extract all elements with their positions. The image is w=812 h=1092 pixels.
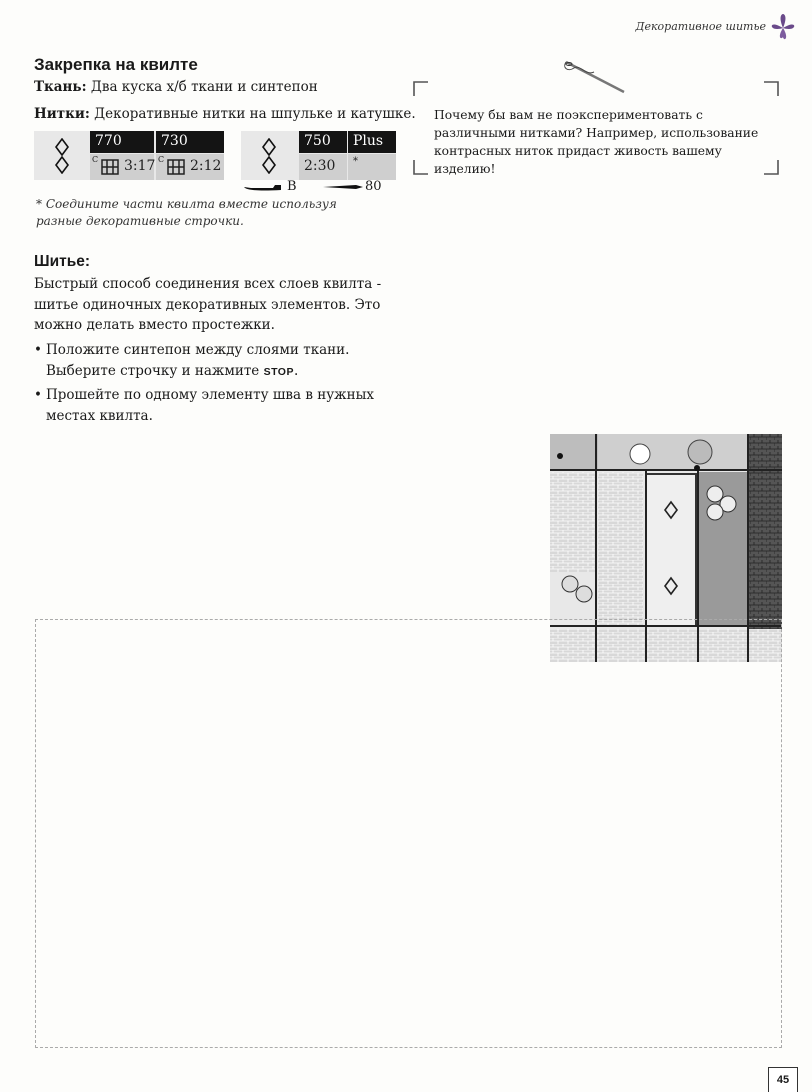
stop-key: STOP [263, 365, 294, 378]
threads-line [34, 106, 416, 122]
list-item: • Прошейте по одному элементу шва в нужных местах квилта. [34, 387, 374, 424]
diamond-stitch-icon [261, 138, 277, 174]
value-770: 3:17 [124, 158, 156, 174]
dashed-frame [35, 619, 782, 1048]
section-header: Декоративное шитье [635, 20, 766, 33]
needle-thread-icon [560, 58, 630, 98]
tip-text: Почему бы вам не поэкспериментовать с различными нитками? Например, использование контрасных ниток придаст живость вашему изделию! [434, 108, 759, 176]
page-title: Закрепка на квилте [34, 55, 198, 74]
stitch-length-icon [166, 158, 186, 176]
bullet-2-text: Прошейте по одному элементу шва в нужных местах квилта. [46, 387, 374, 424]
presser-foot-icon [243, 181, 283, 193]
page-number: 45 [768, 1067, 798, 1092]
stitch-length-icon [100, 158, 120, 176]
model-730: 730 [161, 133, 188, 149]
note-text: * Соедините части квилта вместе используя разные декоративные строчки. [36, 197, 337, 228]
value-plus: * [353, 156, 358, 167]
presser-foot-label: B [287, 179, 297, 194]
value-750: 2:30 [304, 158, 336, 174]
model-770: 770 [95, 133, 122, 149]
fabric-line [34, 79, 318, 95]
prefix-c-2: C [158, 155, 165, 164]
machine-table-1 [34, 131, 224, 180]
bullet-1-text: Положите синтепон между слоями ткани. Выберите строчку и нажмите [46, 342, 350, 379]
needle-icon [322, 183, 364, 191]
flower-icon [768, 12, 798, 42]
needle-size: 80 [365, 179, 382, 194]
sewing-title: Шитье: [34, 253, 91, 270]
list-item: • Положите синтепон между слоями ткани. Выберите строчку и нажмите STOP. [34, 342, 350, 379]
diamond-stitch-icon [54, 138, 70, 174]
threads-label: Нитки: [34, 106, 90, 122]
bullet-1-end: . [293, 362, 299, 379]
sewing-intro: Быстрый способ соединения всех слоев квилта - шитье одиночных декоративных элементов. Это можно делать вместо простежки. [34, 276, 382, 333]
fabric-text: Два куска х/б ткани и синтепон [86, 79, 318, 95]
value-730: 2:12 [190, 158, 222, 174]
machine-table-2 [241, 131, 396, 180]
model-750: 750 [304, 133, 331, 149]
tip-box [412, 80, 780, 176]
prefix-c: C [92, 155, 99, 164]
threads-text: Декоративные нитки на шпульке и катушке. [89, 106, 416, 122]
fabric-label: Ткань: [34, 79, 87, 95]
model-plus: Plus [353, 133, 384, 149]
